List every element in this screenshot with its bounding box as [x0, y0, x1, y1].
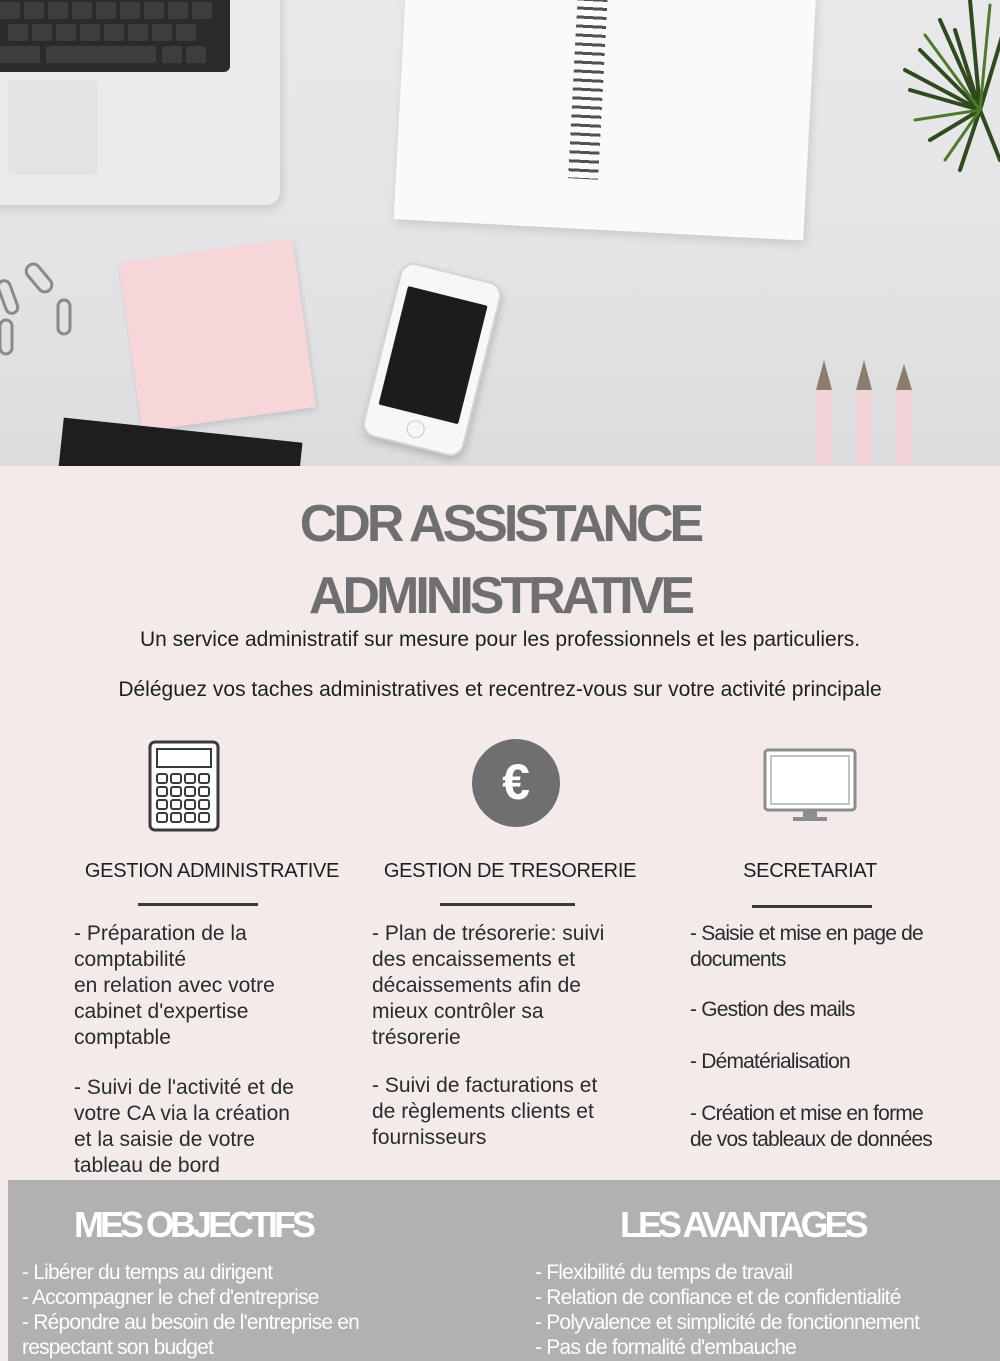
list-line: - Suivi de l'activité et de [74, 1076, 294, 1099]
heading-divider [138, 903, 258, 906]
list-line: - Création et mise en forme [690, 1102, 923, 1125]
list-line: votre CA via la création [74, 1102, 290, 1125]
avantages-list [535, 1260, 995, 1360]
smartphone-illustration [360, 260, 504, 459]
list-line: - Dématérialisation [690, 1050, 850, 1073]
list-line: de règlements clients et [372, 1100, 594, 1123]
svg-text:€: € [502, 754, 530, 810]
heading-divider [440, 903, 575, 906]
euro-icon [470, 737, 562, 829]
list-line: décaissements afin de [372, 974, 581, 997]
page-title-line2: ADMINISTRATIVE [308, 567, 692, 625]
notebook-illustration [394, 0, 817, 241]
list-item: respectant son budget [22, 1336, 214, 1359]
monitor-icon [763, 748, 857, 824]
list-line: - Préparation de la [74, 922, 247, 945]
touchpad-illustration [8, 80, 98, 175]
column-secretariat-text [690, 921, 990, 1153]
column-administrative-text [74, 921, 364, 1179]
list-line: mieux contrôler sa [372, 1000, 544, 1023]
objectifs-title: MES OBJECTIFS [74, 1204, 313, 1245]
heading-secretariat: SECRETARIAT [743, 860, 877, 882]
phone-screen [379, 286, 488, 424]
list-item: - Flexibilité du temps de travail [535, 1261, 793, 1284]
list-item: - Relation de confiance et de confidentialité [535, 1286, 901, 1309]
list-line: et la saisie de votre [74, 1128, 255, 1151]
list-line: comptabilité [74, 948, 187, 971]
heading-divider [752, 905, 872, 908]
page-title-line1: CDR ASSISTANCE [299, 495, 701, 553]
list-item: - Accompagner le chef d'entreprise [22, 1286, 319, 1309]
paperclips-icon [0, 260, 90, 380]
column-tresorerie-text [372, 921, 668, 1151]
heading-gestion-administrative: GESTION ADMINISTRATIVE [84, 860, 340, 882]
objectifs-list [22, 1260, 492, 1360]
tagline: Un service administratif sur mesure pour les professionnels et les particuliers. [139, 628, 861, 651]
list-item: - Pas de formalité d'embauche [535, 1336, 796, 1359]
laptop-illustration [0, 0, 280, 205]
list-line: documents [690, 948, 786, 971]
list-line: - Saisie et mise en page de [690, 922, 923, 945]
list-line: - Suivi de facturations et [372, 1074, 598, 1097]
list-line: tableau de bord [74, 1154, 220, 1177]
phone-home-button [405, 418, 427, 440]
pencils-icon [810, 360, 920, 466]
list-item: - Répondre au besoin de l'entreprise en [22, 1311, 360, 1334]
list-line: fournisseurs [372, 1126, 487, 1149]
list-line: comptable [74, 1026, 171, 1049]
list-line: - Gestion des mails [690, 998, 855, 1021]
heading-gestion-tresorerie: GESTION DE TRESORERIE [383, 860, 637, 882]
list-line: de vos tableaux de données [690, 1128, 932, 1151]
list-line: en relation avec votre [74, 974, 275, 997]
calculator-icon [148, 740, 220, 832]
hero-desk-photo [0, 0, 1000, 466]
sticky-note-illustration [119, 239, 316, 432]
list-line: trésorerie [372, 1026, 461, 1049]
list-item: - Polyvalence et simplicité de fonctionnement [535, 1311, 920, 1334]
keyboard-illustration [0, 0, 230, 72]
avantages-title: LES AVANTAGES [620, 1204, 865, 1245]
list-item: - Libérer du temps au dirigent [22, 1261, 273, 1284]
tagline-secondary: Déléguez vos taches administratives et recentrez-vous sur votre activité principale [118, 678, 882, 701]
spiral-binding-illustration [568, 0, 608, 180]
plant-icon [900, 0, 1000, 190]
list-line: des encaissements et [372, 948, 576, 971]
list-line: - Plan de trésorerie: suivi [372, 922, 605, 945]
list-line: cabinet d'expertise [74, 1000, 249, 1023]
